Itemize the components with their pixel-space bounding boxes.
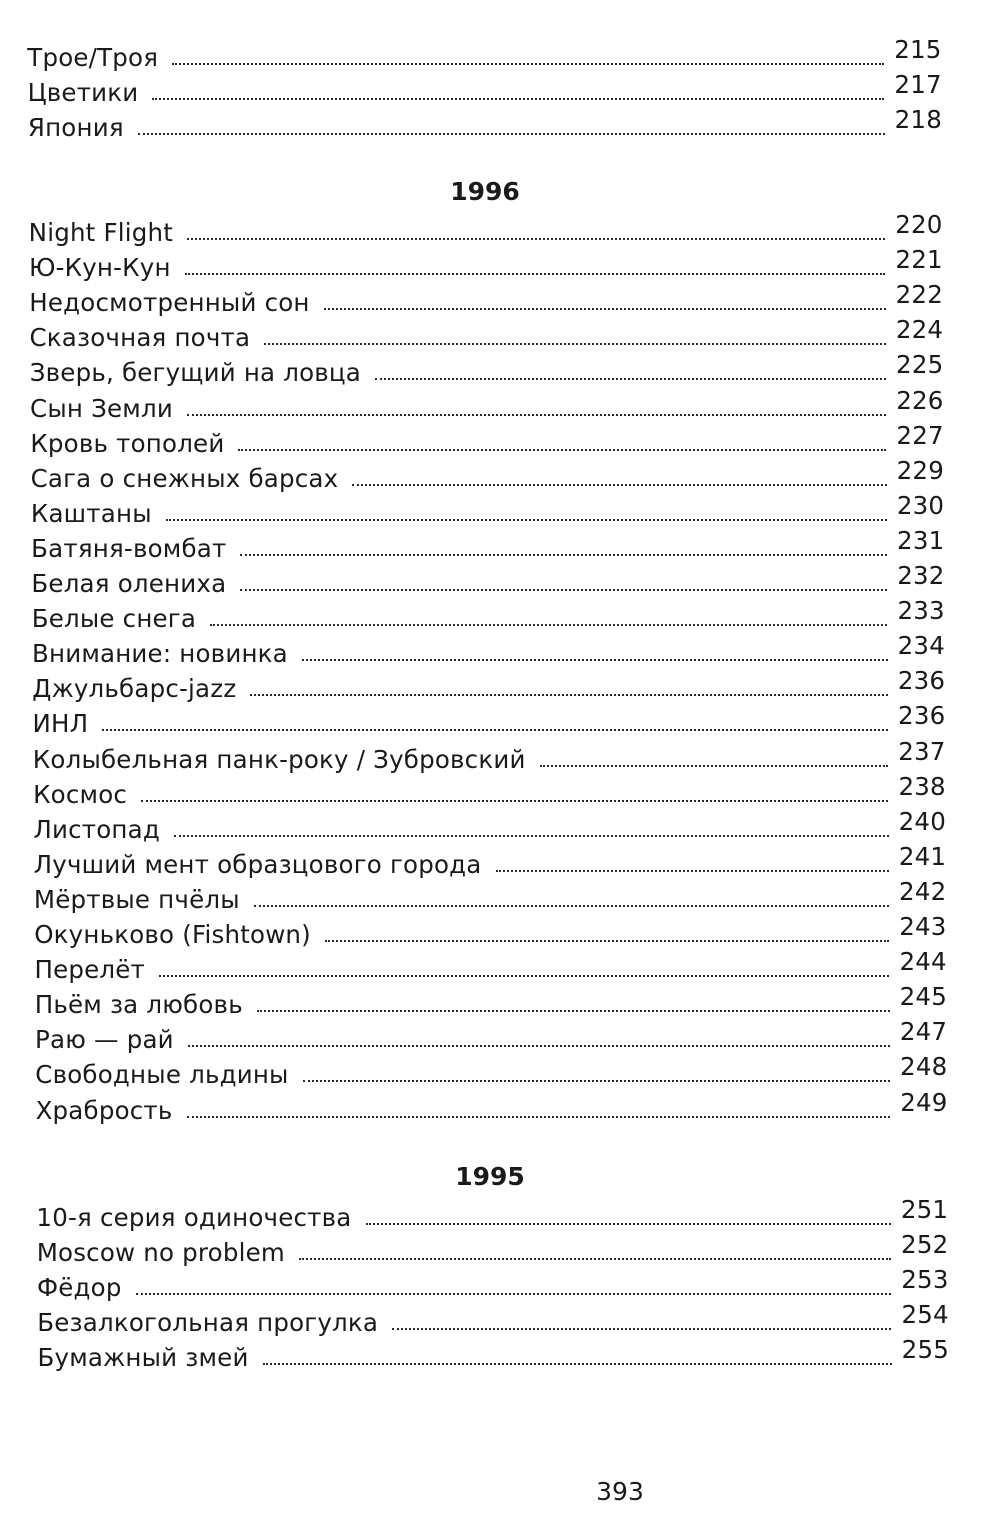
toc-entry-page: 226 xyxy=(896,385,944,415)
toc-entry-page: 254 xyxy=(901,1300,949,1330)
dot-leader xyxy=(240,589,887,591)
toc-entry-page: 217 xyxy=(894,70,942,100)
dot-leader xyxy=(250,694,887,696)
toc-entry xyxy=(33,771,946,811)
dot-leader xyxy=(352,484,886,486)
toc-entry xyxy=(28,210,943,249)
toc-entry-title: 10-я серия одиночества xyxy=(36,1203,352,1232)
dot-leader xyxy=(540,765,889,767)
dot-leader xyxy=(102,729,888,731)
toc-entry-page: 221 xyxy=(895,245,943,275)
toc-entry xyxy=(35,1017,948,1056)
toc-entry-page: 248 xyxy=(900,1052,948,1082)
toc-entry xyxy=(36,1265,949,1304)
toc-entry-page: 249 xyxy=(900,1087,948,1117)
toc-entry-page: 240 xyxy=(898,806,947,836)
dot-leader xyxy=(302,659,888,661)
toc-entry xyxy=(35,1087,948,1127)
toc-entry xyxy=(36,1195,949,1234)
toc-entry xyxy=(30,455,944,495)
toc-entry-page: 220 xyxy=(895,210,943,239)
toc-entry xyxy=(29,280,943,319)
toc-entry-title: Раю — рай xyxy=(35,1025,174,1055)
toc-entry xyxy=(33,841,947,881)
toc-entry-title: Трое/Троя xyxy=(27,43,159,72)
toc-entry-page: 231 xyxy=(897,525,945,555)
dot-leader xyxy=(159,975,889,977)
toc-entry-page: 253 xyxy=(901,1265,949,1295)
toc-entry xyxy=(34,947,947,986)
toc-entry xyxy=(34,982,948,1021)
toc-entry-title: Зверь, бегущий на ловца xyxy=(29,358,362,388)
toc-entry-page: 215 xyxy=(894,35,942,64)
toc-entry xyxy=(31,596,945,635)
toc-entry-title: Недосмотренный сон xyxy=(29,288,310,318)
toc-entry-title: Сага о снежных барсах xyxy=(30,463,339,493)
toc-entry-title: Листопад xyxy=(33,814,161,844)
toc-entry xyxy=(29,350,944,389)
dot-leader xyxy=(392,1328,891,1330)
toc-entry xyxy=(36,1230,949,1269)
dot-leader xyxy=(138,133,885,135)
dot-leader xyxy=(187,238,885,240)
dot-leader xyxy=(254,905,889,907)
toc-entry xyxy=(33,876,947,916)
toc-entry-title: Джульбарс-jazz xyxy=(32,674,237,704)
toc-entry-title: Цветики xyxy=(27,78,139,108)
dot-leader xyxy=(325,940,889,942)
toc-entry-page: 236 xyxy=(898,701,946,731)
toc-entry-page: 227 xyxy=(896,420,944,450)
toc-entry xyxy=(30,385,944,425)
toc-entry-page: 241 xyxy=(898,841,947,871)
dot-leader xyxy=(366,1223,891,1225)
toc-entry-page: 224 xyxy=(895,315,944,345)
toc-entry-page: 242 xyxy=(899,876,947,906)
dot-leader xyxy=(257,1010,890,1012)
dot-leader xyxy=(136,1293,892,1295)
toc-entry-title: Внимание: новинка xyxy=(31,639,288,669)
toc-entry xyxy=(31,561,945,600)
dot-leader xyxy=(187,1116,891,1118)
toc-entry xyxy=(29,315,944,354)
toc-entry-title: Космос xyxy=(33,779,128,809)
toc-entry-page: 251 xyxy=(900,1195,949,1224)
toc-entry-title: Фёдор xyxy=(36,1273,122,1303)
dot-leader xyxy=(299,1258,891,1260)
toc-entry-title: Безалкогольная прогулка xyxy=(37,1308,379,1338)
dot-leader xyxy=(185,273,886,275)
toc-entry-page: 236 xyxy=(897,666,946,696)
toc-entry-title: Мёртвые пчёлы xyxy=(33,884,240,914)
dot-leader xyxy=(240,554,887,556)
toc-entry-title: Кровь тополей xyxy=(30,428,225,458)
toc-entry-page: 243 xyxy=(899,912,947,941)
toc-entry xyxy=(27,105,942,144)
toc-entry xyxy=(35,1052,948,1091)
dot-leader xyxy=(210,624,887,626)
dot-leader xyxy=(264,343,886,345)
toc-entry-title: ИНЛ xyxy=(32,709,89,739)
toc-entry xyxy=(31,631,945,670)
dot-leader xyxy=(188,1045,890,1047)
dot-leader xyxy=(152,98,884,100)
toc-entry xyxy=(37,1335,950,1374)
toc-entry-title: Белые снега xyxy=(31,604,197,634)
toc-entry-title: Япония xyxy=(27,113,124,143)
dot-leader xyxy=(166,519,887,521)
year-heading-1996: 1996 xyxy=(450,177,520,206)
toc-entry-page: 237 xyxy=(898,736,946,766)
toc-entry-page: 238 xyxy=(898,771,946,801)
dot-leader xyxy=(375,378,886,380)
dot-leader xyxy=(172,63,884,65)
toc-entry xyxy=(31,525,945,565)
toc-entry-title: Окуньково (Fishtown) xyxy=(34,920,311,949)
toc-entry-page: 233 xyxy=(897,596,945,626)
toc-entry-title: Храбрость xyxy=(35,1095,173,1125)
dot-leader xyxy=(303,1080,890,1082)
toc-entry-title: Moscow no problem xyxy=(36,1238,285,1268)
dot-leader xyxy=(187,414,886,416)
toc-entry-title: Белая олениха xyxy=(31,569,227,598)
toc-entry-title: Ю-Кун-Кун xyxy=(28,253,171,283)
toc-entry-page: 252 xyxy=(901,1230,949,1260)
toc-entry-page: 225 xyxy=(896,350,944,380)
toc-entry xyxy=(30,490,945,530)
toc-entry xyxy=(37,1300,949,1339)
toc-entry-title: Сын Земли xyxy=(30,393,173,423)
toc-entry-title: Сказочная почта xyxy=(29,323,251,353)
toc-entry-page: 230 xyxy=(896,490,945,520)
toc-entry-title: Лучший мент образцового города xyxy=(33,849,482,879)
toc-entry-page: 234 xyxy=(897,631,945,661)
page-number: 393 xyxy=(596,1477,644,1506)
toc-entry-title: Night Flight xyxy=(28,218,174,247)
toc-entry xyxy=(33,806,947,846)
toc-entry-page: 255 xyxy=(901,1335,950,1365)
toc-entry-title: Каштаны xyxy=(30,498,152,528)
toc-entry-title: Колыбельная панк-року / Зубровский xyxy=(32,744,526,774)
toc-entry-page: 229 xyxy=(896,455,944,485)
year-heading-1995: 1995 xyxy=(455,1162,525,1191)
toc-entry-title: Свободные льдины xyxy=(35,1060,289,1090)
dot-leader xyxy=(174,835,889,837)
toc-entry-title: Бумажный змей xyxy=(37,1343,249,1373)
toc-entry-page: 232 xyxy=(897,561,945,590)
toc-entry xyxy=(32,666,946,705)
toc-entry-page: 245 xyxy=(899,982,948,1012)
toc-entry xyxy=(28,245,943,284)
toc-entry xyxy=(30,420,944,460)
toc-entry-title: Перелёт xyxy=(34,955,145,985)
dot-leader xyxy=(141,800,888,802)
toc-entry-page: 222 xyxy=(895,280,943,310)
toc-entry-title: Батяня-вомбат xyxy=(31,533,227,563)
toc-entry-page: 218 xyxy=(894,105,942,135)
toc-entry xyxy=(27,35,942,74)
toc-entry xyxy=(32,701,946,740)
toc-entry-title: Пьём за любовь xyxy=(34,990,243,1020)
dot-leader xyxy=(496,870,889,872)
dot-leader xyxy=(324,308,886,310)
toc-entry xyxy=(32,736,946,776)
toc-entry-page: 247 xyxy=(899,1017,948,1047)
dot-leader xyxy=(238,449,886,451)
dot-leader xyxy=(263,1363,892,1365)
toc-entry xyxy=(34,912,947,951)
toc-entry-page: 244 xyxy=(899,947,947,977)
toc-entry xyxy=(27,70,942,109)
